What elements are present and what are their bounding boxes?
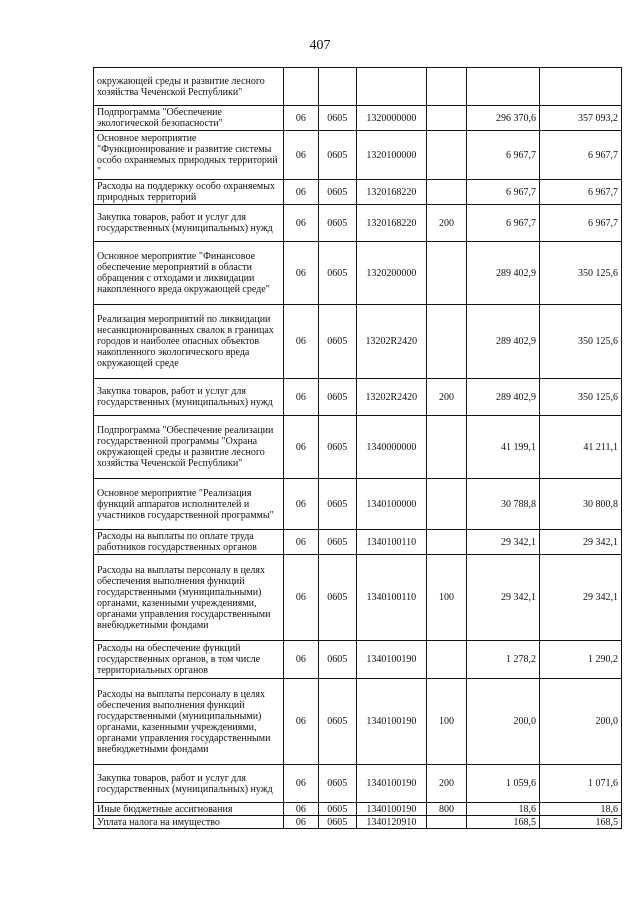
row-gr: 06 <box>284 641 318 679</box>
row-sum-2: 350 125,6 <box>540 379 622 416</box>
row-sum-2: 6 967,7 <box>540 131 622 180</box>
row-vr <box>426 106 466 131</box>
row-sum-2: 1 071,6 <box>540 765 622 803</box>
row-sum-2 <box>540 68 622 106</box>
row-name: Основное мероприятие "Реализация функций аппаратов исполнителей и участников государственной программы" <box>94 479 284 530</box>
row-cs: 1340100110 <box>356 555 426 641</box>
table-row <box>94 379 622 416</box>
row-vr: 100 <box>426 679 466 765</box>
row-sum-1: 6 967,7 <box>467 205 540 242</box>
row-gr: 06 <box>284 803 318 816</box>
row-sum-1: 289 402,9 <box>467 379 540 416</box>
row-gr: 06 <box>284 765 318 803</box>
row-sum-2: 350 125,6 <box>540 242 622 305</box>
row-rz: 0605 <box>318 106 356 131</box>
row-gr: 06 <box>284 379 318 416</box>
row-vr: 200 <box>426 379 466 416</box>
row-vr <box>426 641 466 679</box>
row-gr: 06 <box>284 131 318 180</box>
row-name: Реализация мероприятий по ликвидации несанкционированных свалок в границах городов и наиболее опасных объектов накопленного экологического вреда окружающей среде <box>94 305 284 379</box>
row-gr: 06 <box>284 180 318 205</box>
table-row <box>94 816 622 829</box>
table-row <box>94 305 622 379</box>
row-name: Расходы на обеспечение функций государственных органов, в том числе территориальных органов <box>94 641 284 679</box>
row-name: Закупка товаров, работ и услуг для государственных (муниципальных) нужд <box>94 765 284 803</box>
row-gr: 06 <box>284 242 318 305</box>
row-cs: 1340100190 <box>356 765 426 803</box>
row-sum-2: 18,6 <box>540 803 622 816</box>
row-name: Уплата налога на имущество <box>94 816 284 829</box>
row-name: Основное мероприятие "Финансовое обеспечение мероприятий в области обращения с отходами и ликвидации накопленного вреда окружающей среде" <box>94 242 284 305</box>
row-sum-2: 1 290,2 <box>540 641 622 679</box>
row-cs: 1340100110 <box>356 530 426 555</box>
row-rz: 0605 <box>318 479 356 530</box>
table-row <box>94 416 622 479</box>
row-vr: 800 <box>426 803 466 816</box>
table-row <box>94 106 622 131</box>
row-rz: 0605 <box>318 803 356 816</box>
row-gr <box>284 68 318 106</box>
row-name: Расходы на выплаты по оплате труда работников государственных органов <box>94 530 284 555</box>
row-cs: 1340100000 <box>356 479 426 530</box>
table-row <box>94 765 622 803</box>
row-sum-1: 168,5 <box>467 816 540 829</box>
row-rz: 0605 <box>318 242 356 305</box>
row-name: окружающей среды и развитие лесного хозяйства Чеченской Республики" <box>94 68 284 106</box>
table-row <box>94 205 622 242</box>
row-sum-2: 200,0 <box>540 679 622 765</box>
row-sum-1: 41 199,1 <box>467 416 540 479</box>
row-sum-1: 29 342,1 <box>467 530 540 555</box>
row-gr: 06 <box>284 816 318 829</box>
row-sum-2: 350 125,6 <box>540 305 622 379</box>
row-rz: 0605 <box>318 180 356 205</box>
row-gr: 06 <box>284 530 318 555</box>
row-gr: 06 <box>284 679 318 765</box>
row-sum-1: 200,0 <box>467 679 540 765</box>
table-row <box>94 68 622 106</box>
row-sum-1: 29 342,1 <box>467 555 540 641</box>
row-cs: 1340100190 <box>356 641 426 679</box>
row-cs: 1320100000 <box>356 131 426 180</box>
row-vr <box>426 68 466 106</box>
row-name: Иные бюджетные ассигнования <box>94 803 284 816</box>
row-sum-1: 6 967,7 <box>467 180 540 205</box>
row-sum-1: 296 370,6 <box>467 106 540 131</box>
row-rz: 0605 <box>318 555 356 641</box>
row-sum-1: 289 402,9 <box>467 305 540 379</box>
row-rz: 0605 <box>318 305 356 379</box>
row-sum-1: 6 967,7 <box>467 131 540 180</box>
row-cs: 1340120910 <box>356 816 426 829</box>
table-row <box>94 641 622 679</box>
row-vr: 200 <box>426 765 466 803</box>
row-sum-2: 29 342,1 <box>540 555 622 641</box>
row-sum-2: 30 800,8 <box>540 479 622 530</box>
row-cs: 1320168220 <box>356 205 426 242</box>
budget-table <box>93 67 622 829</box>
row-gr: 06 <box>284 305 318 379</box>
table-row <box>94 242 622 305</box>
row-sum-1: 289 402,9 <box>467 242 540 305</box>
row-vr <box>426 242 466 305</box>
row-rz: 0605 <box>318 530 356 555</box>
row-gr: 06 <box>284 555 318 641</box>
row-cs: 1340100190 <box>356 803 426 816</box>
table-row <box>94 479 622 530</box>
table-row <box>94 530 622 555</box>
row-name: Расходы на поддержку особо охраняемых природных территорий <box>94 180 284 205</box>
row-name: Расходы на выплаты персоналу в целях обеспечения выполнения функций государственными (муниципальными) органами, казенными учреждениями, органами управления государственными внебюджетными фондами <box>94 679 284 765</box>
row-vr: 100 <box>426 555 466 641</box>
row-cs: 13202R2420 <box>356 305 426 379</box>
row-vr <box>426 479 466 530</box>
row-rz: 0605 <box>318 641 356 679</box>
row-sum-2: 6 967,7 <box>540 205 622 242</box>
row-name: Подпрограмма "Обеспечение экологической безопасности" <box>94 106 284 131</box>
row-cs: 1320168220 <box>356 180 426 205</box>
row-sum-1 <box>467 68 540 106</box>
row-vr <box>426 180 466 205</box>
row-sum-1: 1 278,2 <box>467 641 540 679</box>
budget-table-body <box>94 68 622 829</box>
row-vr <box>426 305 466 379</box>
table-row <box>94 679 622 765</box>
row-rz: 0605 <box>318 131 356 180</box>
row-gr: 06 <box>284 479 318 530</box>
row-gr: 06 <box>284 205 318 242</box>
row-gr: 06 <box>284 106 318 131</box>
row-cs: 1340000000 <box>356 416 426 479</box>
row-cs: 1320000000 <box>356 106 426 131</box>
row-name: Закупка товаров, работ и услуг для государственных (муниципальных) нужд <box>94 205 284 242</box>
table-row <box>94 131 622 180</box>
row-sum-1: 18,6 <box>467 803 540 816</box>
row-sum-2: 357 093,2 <box>540 106 622 131</box>
row-rz: 0605 <box>318 379 356 416</box>
row-sum-2: 168,5 <box>540 816 622 829</box>
row-vr: 200 <box>426 205 466 242</box>
table-row <box>94 803 622 816</box>
row-gr: 06 <box>284 416 318 479</box>
row-sum-1: 30 788,8 <box>467 479 540 530</box>
row-vr <box>426 416 466 479</box>
row-vr <box>426 131 466 180</box>
row-name: Основное мероприятие "Функционирование и развитие системы особо охраняемых природных территорий " <box>94 131 284 180</box>
row-sum-2: 41 211,1 <box>540 416 622 479</box>
row-rz: 0605 <box>318 679 356 765</box>
row-cs: 1320200000 <box>356 242 426 305</box>
table-row <box>94 555 622 641</box>
row-rz: 0605 <box>318 816 356 829</box>
row-cs: 1340100190 <box>356 679 426 765</box>
row-rz: 0605 <box>318 765 356 803</box>
table-row <box>94 180 622 205</box>
row-cs <box>356 68 426 106</box>
page-number: 407 <box>309 38 331 53</box>
row-rz <box>318 68 356 106</box>
row-sum-2: 29 342,1 <box>540 530 622 555</box>
row-name: Закупка товаров, работ и услуг для государственных (муниципальных) нужд <box>94 379 284 416</box>
row-name: Подпрограмма "Обеспечение реализации государственной программы "Охрана окружающей среды и развитие лесного хозяйства Чеченской Республики" <box>94 416 284 479</box>
row-vr <box>426 816 466 829</box>
row-sum-1: 1 059,6 <box>467 765 540 803</box>
row-rz: 0605 <box>318 416 356 479</box>
row-name: Расходы на выплаты персоналу в целях обеспечения выполнения функций государственными (муниципальными) органами, казенными учреждениями, органами управления государственными внебюджетными фондами <box>94 555 284 641</box>
row-sum-2: 6 967,7 <box>540 180 622 205</box>
row-rz: 0605 <box>318 205 356 242</box>
row-cs: 13202R2420 <box>356 379 426 416</box>
row-vr <box>426 530 466 555</box>
